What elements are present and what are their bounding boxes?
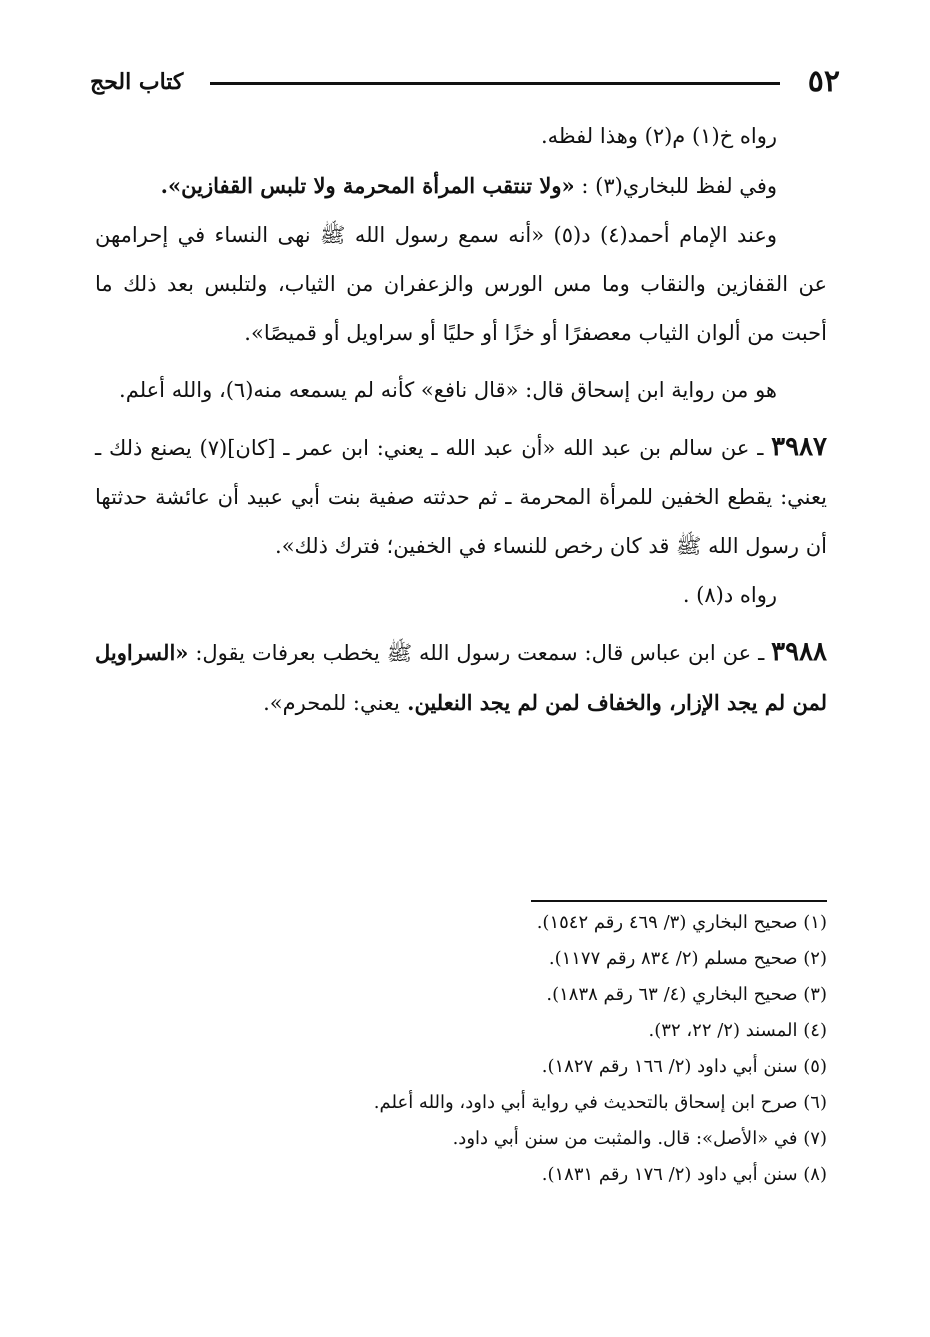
book-title: كتاب الحج [90, 69, 184, 95]
paragraph-ahmad: وعند الإمام أحمد(٤) د(٥) «أنه سمع رسول الله ﷺ نهى النساء في إحرامهن عن القفازين والنقاب وما مس الورس والزعفران من الثياب، ولتلبس بعد ذلك ما أحبت من ألوان الثياب معصفرًا أو خزًا أو حليًا أو سراويل أو قميصًا». [95, 223, 827, 345]
bukhari-intro: وفي لفظ للبخاري(٣) : [574, 174, 777, 198]
footnote-item: (٨) سنن أبي داود (٢/ ١٧٦ رقم ١٨٣١). [541, 1164, 827, 1185]
hadith-3988 [95, 628, 827, 728]
footnote-item: (٧) في «الأصل»: قال. والمثبت من سنن أبي داود. [452, 1128, 827, 1149]
main-text [95, 112, 827, 728]
footnote-item: (٣) صحيح البخاري (٤/ ٦٣ رقم ١٨٣٨). [546, 984, 827, 1005]
hadith-tail: يعني: للمحرم». [263, 691, 400, 715]
footnote-item: (٤) المسند (٢/ ٢٢، ٣٢). [648, 1020, 827, 1041]
hadith-number: ٣٩٨٨ [771, 637, 827, 667]
paragraph-bukhari-wording [95, 161, 827, 211]
hadith-number: ٣٩٨٧ [771, 432, 828, 462]
bukhari-quote: «ولا تنتقب المرأة المحرمة ولا تلبس القفازين». [160, 173, 575, 198]
hadith-quote: «السراويل لمن لم يجد الإزار، والخفاف لمن لم يجد النعلين. [95, 640, 827, 715]
hadith-3987 [95, 423, 827, 571]
footnote-item: (٢) صحيح مسلم (٢/ ٨٣٤ رقم ١١٧٧). [548, 948, 827, 969]
footnote-divider [531, 900, 827, 902]
paragraph-narration-2: رواه د(٨) . [682, 583, 777, 607]
page-header [90, 60, 840, 104]
footnote-item: (٦) صرح ابن إسحاق بالتحديث في رواية أبي داود، والله أعلم. [373, 1092, 827, 1113]
paragraph-narration: رواه خ(١) م(٢) وهذا لفظه. [541, 124, 777, 148]
footnote-item: (٥) سنن أبي داود (٢/ ١٦٦ رقم ١٨٢٧). [541, 1056, 827, 1077]
footnote-item: (١) صحيح البخاري (٣/ ٤٦٩ رقم ١٥٤٢). [536, 912, 827, 933]
hadith-text: ـ عن سالم بن عبد الله «أن عبد الله ـ يعني: ابن عمر ـ [كان](٧) يصنع ذلك ـ يعني: يقطع الخفين للمرأة المحرمة ـ ثم حدثته صفية بنت أبي عبيد أن عائشة حدثتها أن رسول الله ﷺ قد كان رخص للنساء في الخفين؛ فترك ذلك». [95, 436, 827, 558]
paragraph-ibn-ishaq: هو من رواية ابن إسحاق قال: «قال نافع» كأنه لم يسمعه منه(٦)، والله أعلم. [119, 378, 777, 402]
footnotes [207, 905, 827, 1193]
header-rule [210, 82, 780, 85]
page-number: ٥٢ [807, 64, 840, 99]
hadith-text: ـ عن ابن عباس قال: سمعت رسول الله ﷺ يخطب بعرفات يقول: [188, 641, 772, 665]
